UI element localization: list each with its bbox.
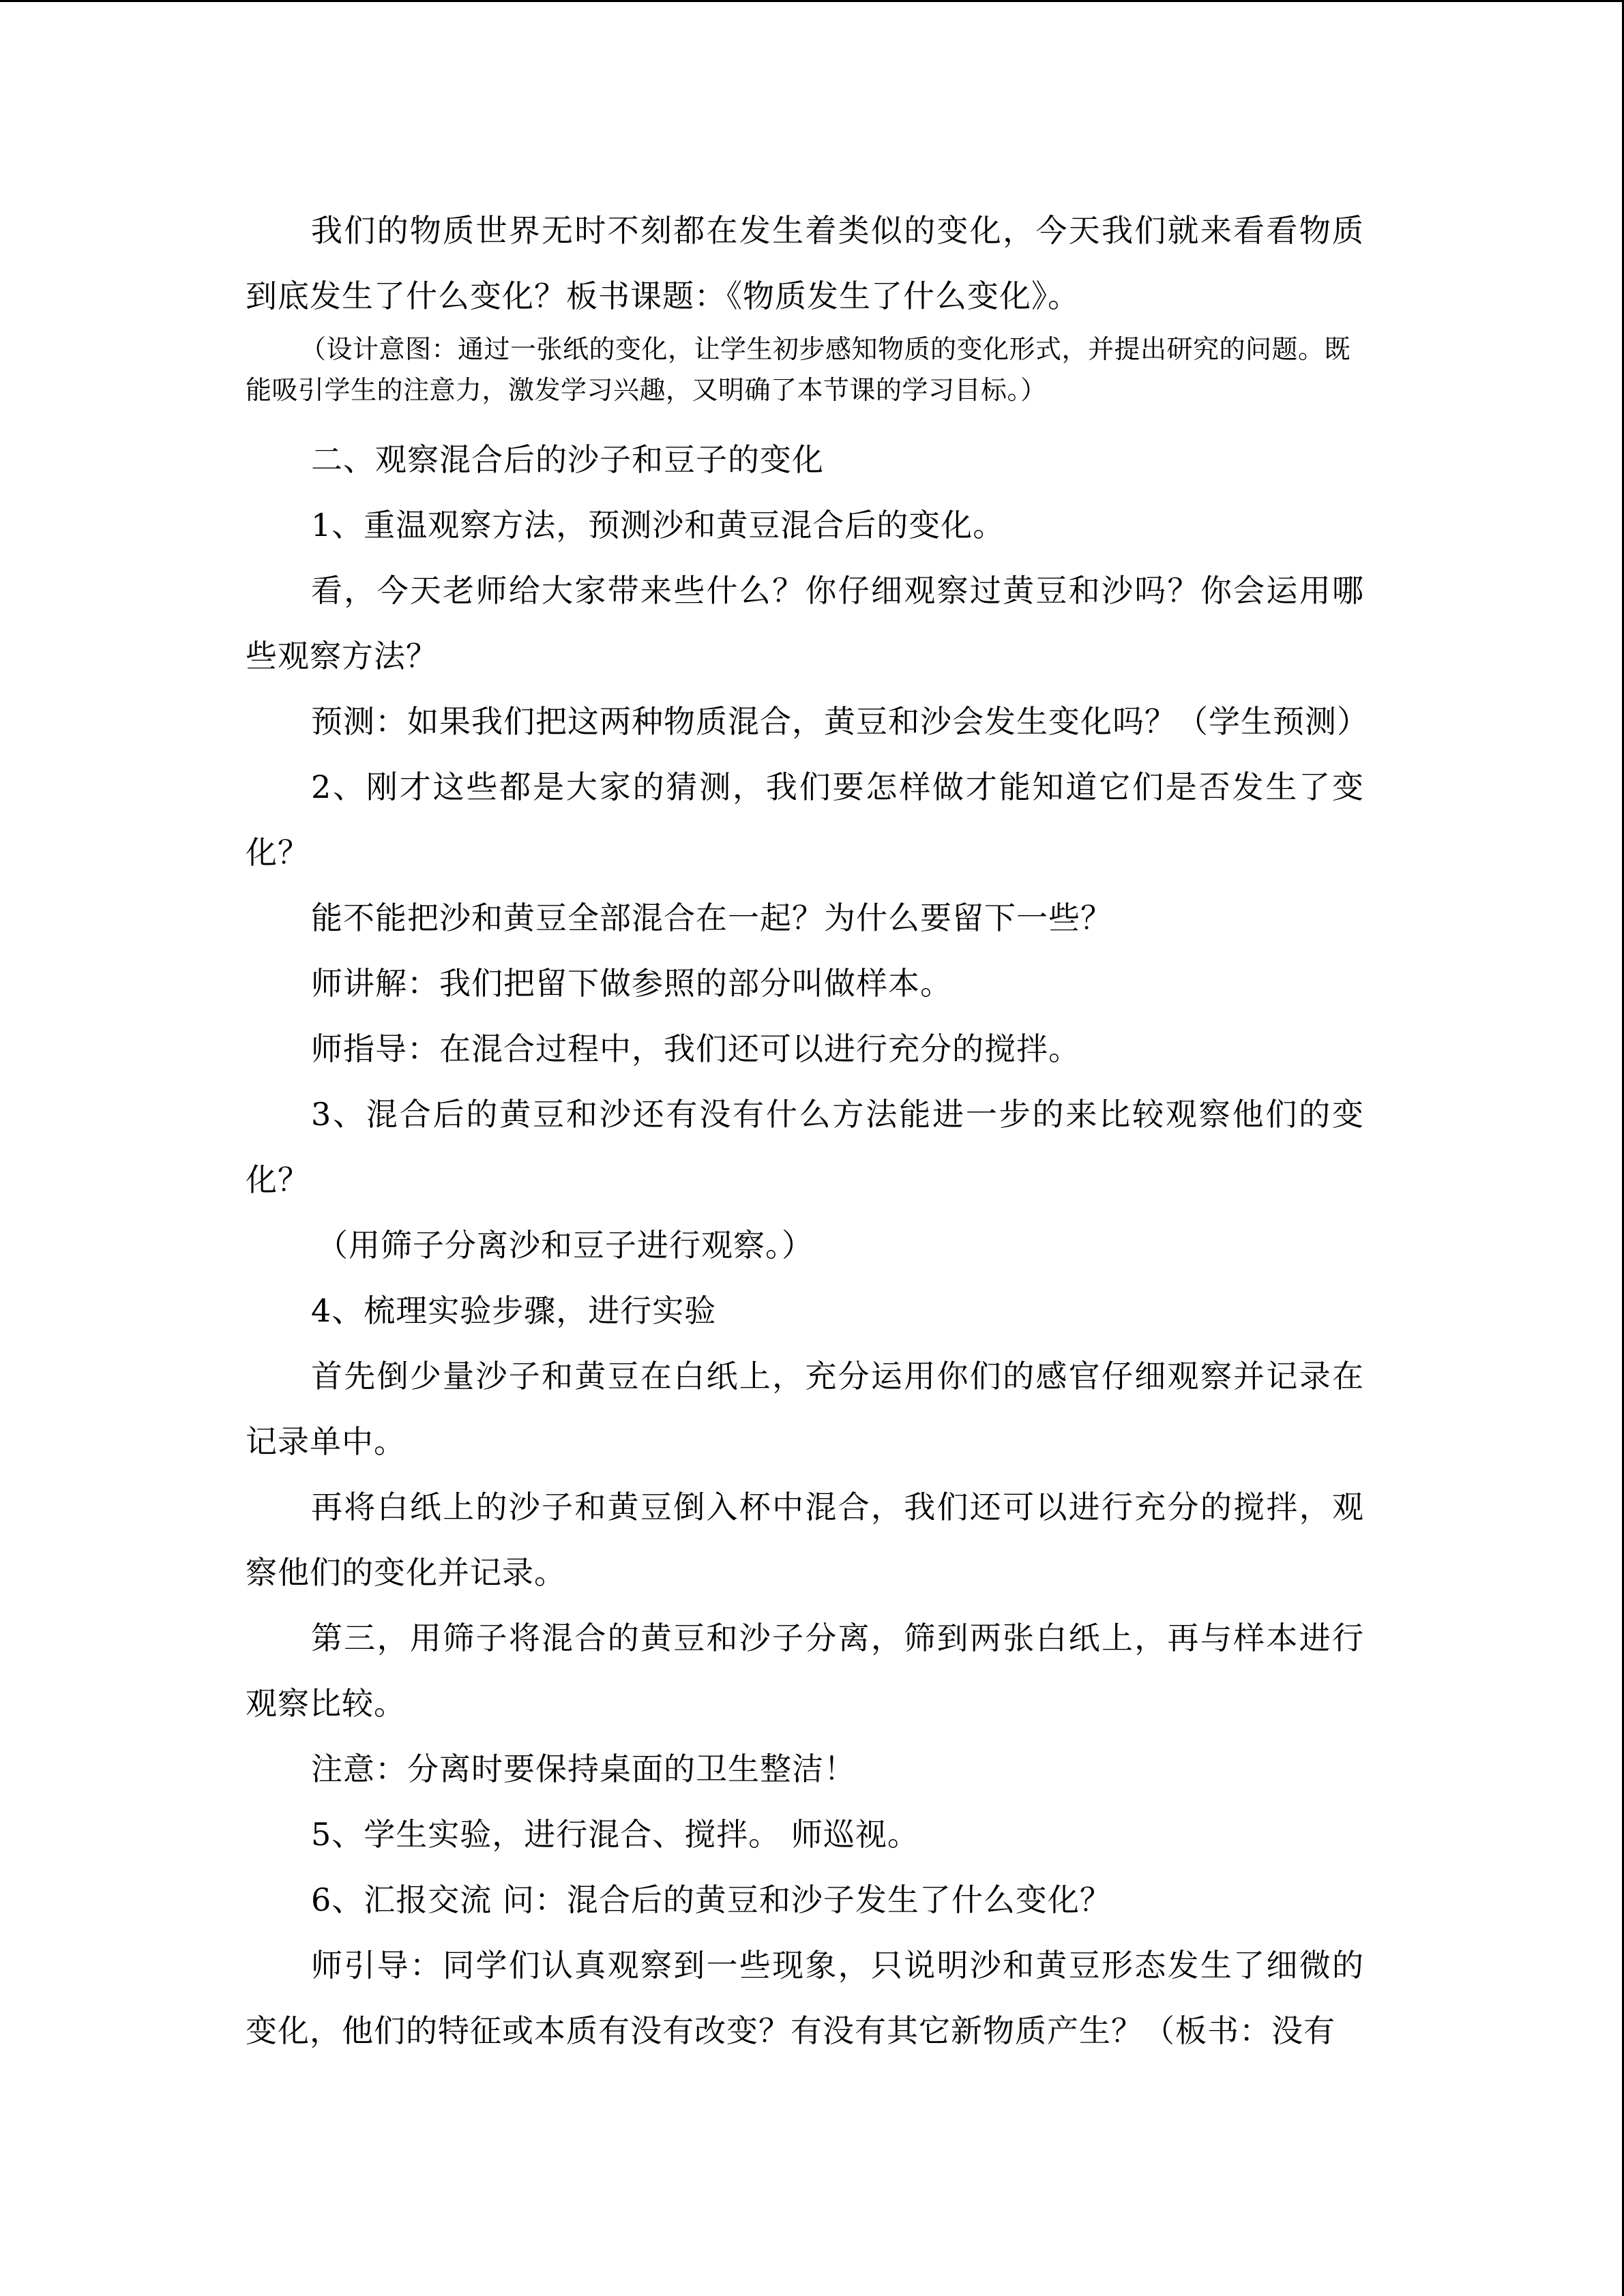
- paragraph-caution: 注意：分离时要保持桌面的卫生整洁！: [311, 1750, 856, 1787]
- step-1-review-observation: 1、重温观察方法，预测沙和黄豆混合后的变化。: [311, 507, 1005, 543]
- step-4-experiment-steps: 4、梳理实验步骤，进行实验: [311, 1292, 717, 1329]
- paragraph-sieve-note: （用筛子分离沙和豆子进行观察。）: [316, 1227, 814, 1264]
- paragraph-teacher-lead: 师引导：同学们认真观察到一些现象，只说明沙和黄豆形态发生了细微的变化，他们的特征或本质有没有改变？有没有其它新物质产生？（板书：没有: [246, 1947, 1364, 2049]
- step-5-student-experiment: 5、学生实验，进行混合、搅拌。 师巡视。: [311, 1816, 919, 1853]
- section-heading-observe-mixture: 二、观察混合后的沙子和豆子的变化: [311, 441, 824, 478]
- paragraph-second-step: 再将白纸上的沙子和黄豆倒入杯中混合，我们还可以进行充分的搅拌，观察他们的变化并记录。: [246, 1489, 1364, 1591]
- paragraph-mix-all: 能不能把沙和黄豆全部混合在一起？为什么要留下一些？: [311, 899, 1112, 936]
- paragraph-look-today: 看，今天老师给大家带来些什么？你仔细观察过黄豆和沙吗？你会运用哪些观察方法？: [246, 572, 1364, 674]
- paragraph-first-step: 首先倒少量沙子和黄豆在白纸上，充分运用你们的感官仔细观察并记录在记录单中。: [246, 1358, 1364, 1460]
- step-3-compare: 3、混合后的黄豆和沙还有没有什么方法能进一步的来比较观察他们的变化？: [246, 1096, 1364, 1198]
- paragraph-predict: 预测：如果我们把这两种物质混合，黄豆和沙会发生变化吗？（学生预测）: [311, 703, 1369, 740]
- step-2-guess: 2、刚才这些都是大家的猜测，我们要怎样做才能知道它们是否发生了变化？: [246, 769, 1364, 871]
- step-6-report: 6、汇报交流 问：混合后的黄豆和沙子发生了什么变化？: [311, 1881, 1112, 1918]
- page-border-top: [0, 0, 1624, 2]
- paragraph-teacher-guide: 师指导：在混合过程中，我们还可以进行充分的搅拌。: [311, 1030, 1080, 1067]
- paragraph-intro: 我们的物质世界无时不刻都在发生着类似的变化，今天我们就来看看物质到底发生了什么变化？板书课题：《物质发生了什么变化》。: [246, 212, 1364, 314]
- paragraph-teacher-explain: 师讲解：我们把留下做参照的部分叫做样本。: [311, 965, 952, 1002]
- document-body: [246, 198, 1369, 2063]
- design-intent-note: （设计意图：通过一张纸的变化，让学生初步感知物质的变化形式，并提出研究的问题。既能吸引学生的注意力，激发学习兴趣，又明确了本节课的学习目标。）: [246, 334, 1351, 405]
- paragraph-third-step: 第三，用筛子将混合的黄豆和沙子分离，筛到两张白纸上，再与样本进行观察比较。: [246, 1620, 1364, 1722]
